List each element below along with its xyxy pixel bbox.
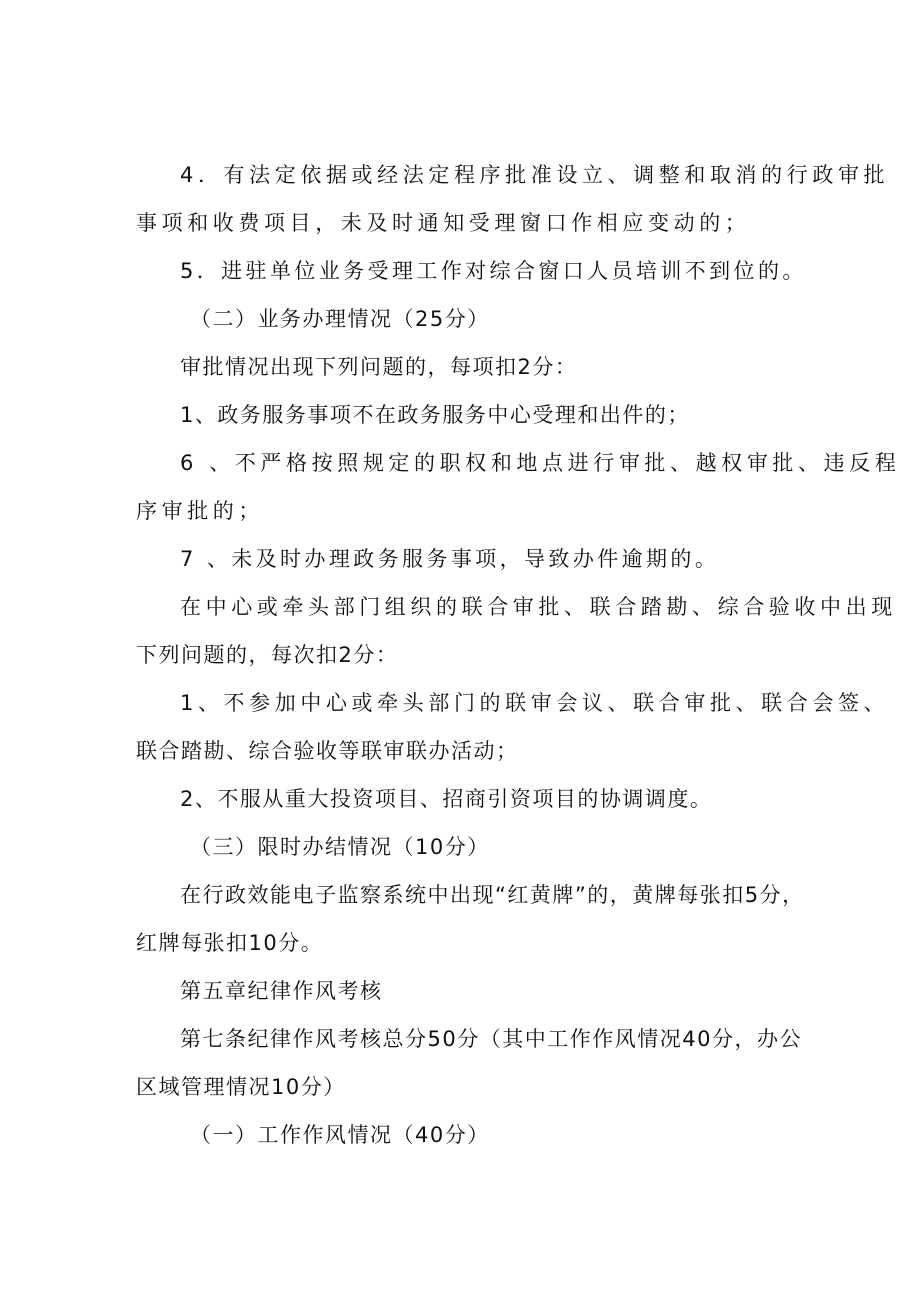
paragraph-card-line-1: 在行政效能电子监察系统中出现“红黄牌”的，黄牌每张扣5分，	[180, 883, 805, 907]
joint-item-2: 2、不服从重大投资项目、招商引资项目的协调调度。	[180, 787, 713, 811]
item-5: 5．进驻单位业务受理工作对综合窗口人员培训不到位的。	[180, 259, 807, 283]
paragraph-joint-intro-line-2: 下列问题的，每次扣2分：	[136, 643, 399, 667]
article-7-line-1: 第七条纪律作风考核总分50分（其中工作作风情况40分，办公	[180, 1027, 802, 1051]
paragraph-approval-intro: 审批情况出现下列问题的，每项扣2分：	[180, 355, 578, 379]
joint-item-1-line-2: 联合踏勘、综合验收等联审联办活动；	[136, 739, 519, 763]
chapter-5-heading: 第五章纪律作风考核	[180, 979, 383, 1003]
joint-item-1-line-1: 1、不参加中心或牵头部门的联审会议、联合审批、联合会签、	[180, 691, 890, 715]
section-1-heading: （一）工作作风情况（40分）	[190, 1123, 490, 1147]
approval-item-1: 1、政务服务事项不在政务服务中心受理和出件的；	[180, 403, 690, 427]
item-4-line-1: 4．有法定依据或经法定程序批准设立、调整和取消的行政审批	[180, 163, 890, 187]
paragraph-joint-intro-line-1: 在中心或牵头部门组织的联合审批、联合踏勘、综合验收中出现	[180, 595, 897, 619]
section-2-heading: （二）业务办理情况（25分）	[190, 307, 490, 331]
item-4-line-2: 事项和收费项目，未及时通知受理窗口作相应变动的；	[136, 211, 751, 235]
paragraph-card-line-2: 红牌每张扣10分。	[136, 931, 324, 955]
approval-item-7: 7 、未及时办理政务服务事项，导致办件逾期的。	[180, 547, 720, 571]
section-3-heading: （三）限时办结情况（10分）	[190, 835, 490, 859]
article-7-line-2: 区域管理情况10分）	[136, 1075, 346, 1099]
approval-item-6-line-1: 6 、不严格按照规定的职权和地点进行审批、越权审批、违反程	[180, 451, 901, 475]
approval-item-6-line-2: 序审批的；	[136, 499, 264, 523]
